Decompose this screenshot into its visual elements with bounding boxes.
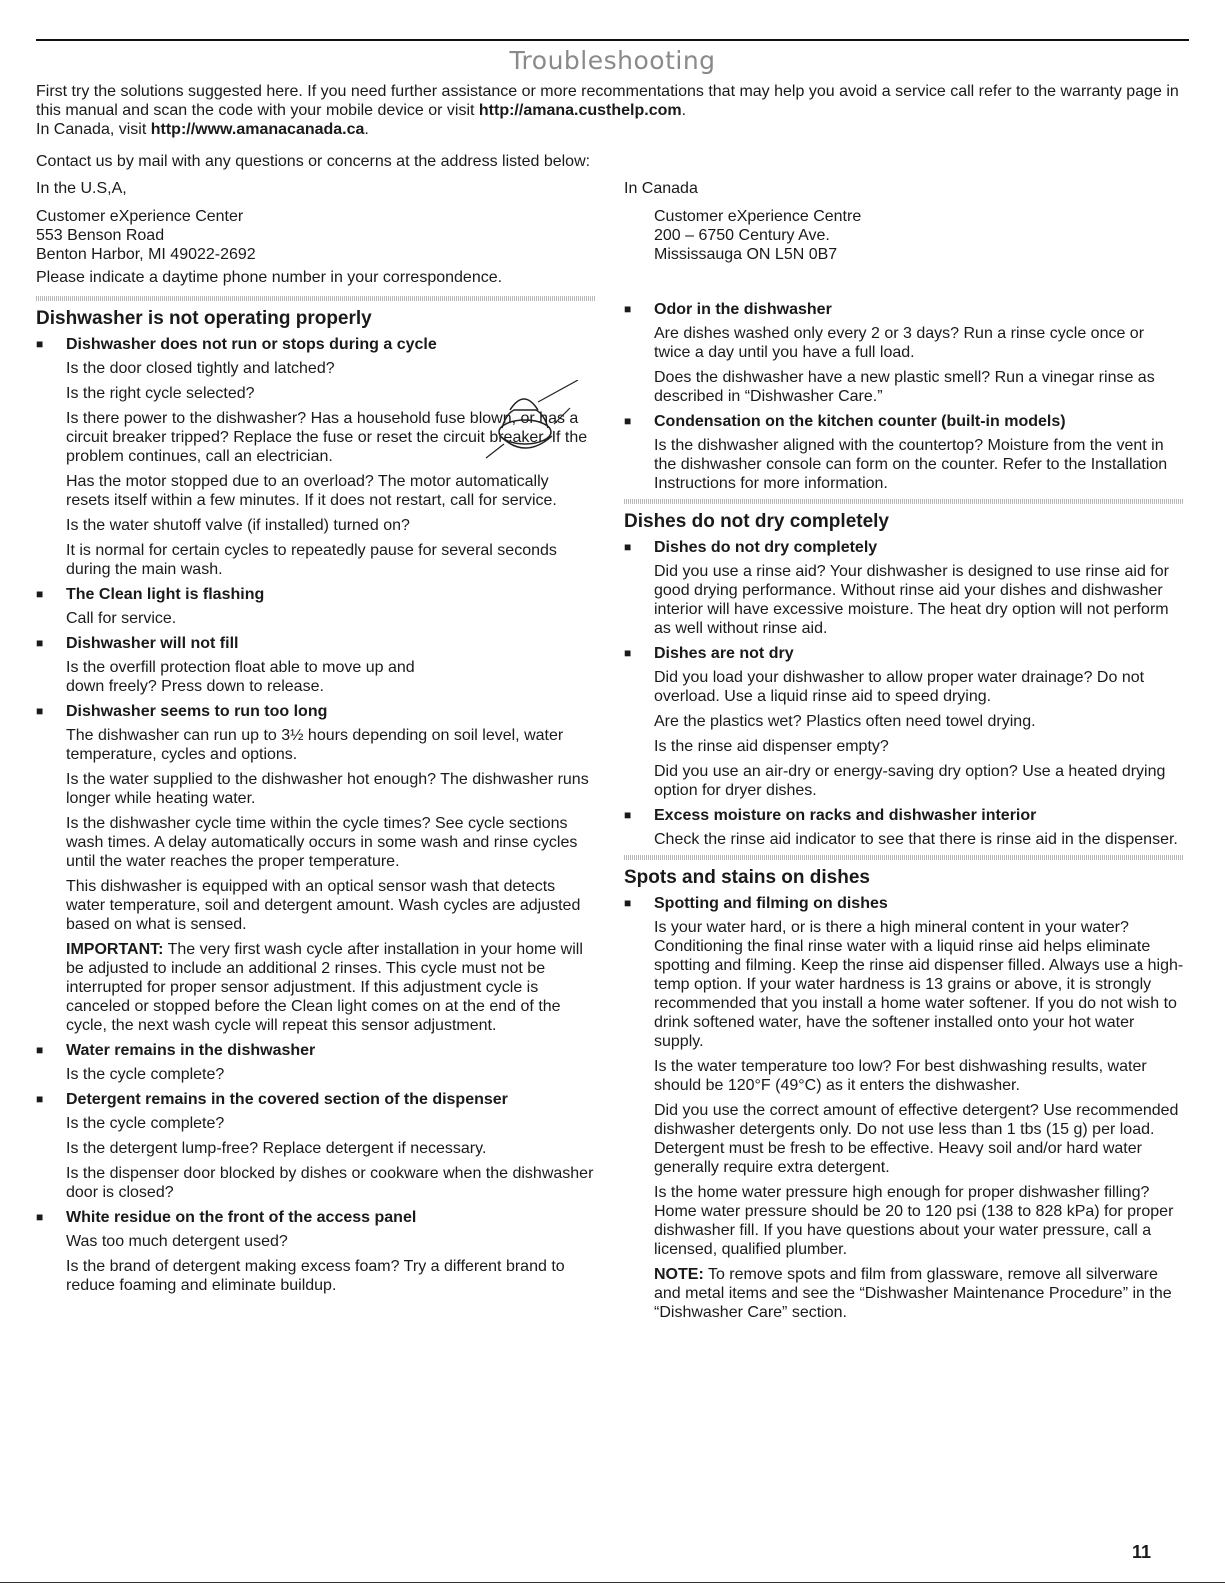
bullet-icon: ■ [624, 540, 632, 554]
section-rule [624, 499, 1184, 504]
list-item [624, 300, 1184, 406]
item-heading: Dishes do not dry completely [654, 539, 878, 556]
canada-text-end: . [364, 121, 369, 138]
canada-text: In Canada, visit [36, 121, 151, 138]
item-text: Did you use the correct amount of effective detergent? Use recommended dishwasher detergents only. Do not use less than 1 tbs (15 g) per load. Detergent must be fresh to be effective. Heavy soil and/or hard water generally require extra detergent. [654, 1102, 1179, 1176]
item-text: Is the brand of detergent making excess foam? Try a different brand to reduce foaming and eliminate buildup. [66, 1258, 565, 1294]
note-paragraph [654, 1265, 1184, 1322]
canada-line1: Customer eXperience Centre [654, 208, 862, 225]
bullet-icon: ■ [36, 704, 44, 718]
list-item [624, 538, 1184, 638]
item-text: Is your water hard, or is there a high mineral content in your water? Conditioning the final rinse water with a liquid rinse aid helps eliminate spotting and filming. Keep the rinse aid dispenser filled. Always use a high-temp option. If your water hardness is 13 grains or above, it is strongly recommended that you install a home water softener. If you do not wish to drink softened water, have the softener installed onto your hot water supply. [654, 919, 1184, 1050]
bottom-rule [0, 1582, 1225, 1583]
right-column [624, 296, 1184, 1328]
item-text: Is the overfill protection float able to move up and down freely? Press down to release. [66, 659, 415, 695]
item-text: Is the dishwasher cycle time within the cycle times? See cycle sections wash times. A delay automatically occurs in some wash and rinse cycles until the water reaches the proper temperature. [66, 815, 578, 870]
list-item [624, 894, 1184, 1322]
bullet-icon: ■ [36, 587, 44, 601]
contact-line: Contact us by mail with any questions or concerns at the address listed below: [36, 153, 591, 170]
item-text: Is the cycle complete? [66, 1066, 225, 1083]
item-text: This dishwasher is equipped with an optical sensor wash that detects water temperature, soil and detergent amount. Wash cycles are adjusted based on what is sensed. [66, 878, 581, 933]
canada-paragraph [36, 120, 1186, 139]
item-heading: Water remains in the dishwasher [66, 1042, 316, 1059]
item-text: It is normal for certain cycles to repeatedly pause for several seconds during the main wash. [66, 542, 557, 578]
us-line2: 553 Benson Road [36, 227, 165, 244]
section-title-spots: Spots and stains on dishes [624, 867, 870, 888]
us-line1: Customer eXperience Center [36, 208, 244, 225]
bullet-icon: ■ [36, 1210, 44, 1224]
item-heading: Odor in the dishwasher [654, 301, 832, 318]
canada-address [624, 179, 861, 264]
bullet-icon: ■ [624, 302, 632, 316]
page-title: Troubleshooting [509, 46, 716, 75]
important-label: IMPORTANT: [66, 941, 164, 958]
item-text: Is the water shutoff valve (if installed) turned on? [66, 517, 410, 534]
important-note [66, 940, 596, 1035]
item-text: Is the right cycle selected? [66, 385, 255, 402]
item-text: Does the dishwasher have a new plastic smell? Run a vinegar rinse as described in “Dishwasher Care.” [654, 369, 1155, 405]
item-text: Is the detergent lump-free? Replace detergent if necessary. [66, 1140, 487, 1157]
us-address [36, 179, 502, 287]
item-text: Is the home water pressure high enough for proper dishwasher filling? Home water pressure should be 20 to 120 psi (138 to 828 kPa) for proper dishwasher fill. If you have questions about your water pressure, call a licensed, qualified plumber. [654, 1184, 1174, 1258]
note-text: To remove spots and film from glassware, remove all silverware and metal items and see the “Dishwasher Maintenance Procedure” in the “Dishwasher Care” section. [654, 1266, 1172, 1321]
note-label: NOTE: [654, 1266, 704, 1283]
bullet-icon: ■ [624, 808, 632, 822]
item-text: Is the water supplied to the dishwasher hot enough? The dishwasher runs longer while heating water. [66, 771, 589, 807]
canada-line3: Mississauga ON L5N 0B7 [654, 246, 838, 263]
item-text: Is there power to the dishwasher? Has a household fuse blown, or has a circuit breaker tripped? Replace the fuse or reset the circuit breaker. If the problem continues, call an electrician. [66, 410, 588, 465]
item-text: Did you use an air-dry or energy-saving dry option? Use a heated drying option for dryer dishes. [654, 763, 1166, 799]
overfill-float-illustration [466, 380, 586, 470]
bullet-icon: ■ [36, 636, 44, 650]
item-heading: Dishwasher does not run or stops during a cycle [66, 336, 437, 353]
intro-text-end: . [681, 102, 687, 119]
item-heading: Dishwasher seems to run too long [66, 703, 328, 720]
canada-line2: 200 – 6750 Century Ave. [654, 227, 830, 244]
intro-text: First try the solutions suggested here. If you need further assistance or more recommentations that may help you avoid a service call refer to the warranty page in this manual and scan the code with your mobile device or visit [36, 83, 1179, 119]
item-text: Is the water temperature too low? For best dishwashing results, water should be 120°F (49°C) as it enters the dishwasher. [654, 1058, 1147, 1094]
item-text: The dishwasher can run up to 3½ hours depending on soil level, water temperature, cycles and options. [66, 727, 564, 763]
bullet-icon: ■ [624, 896, 632, 910]
item-heading: White residue on the front of the access panel [66, 1209, 417, 1226]
item-text: Did you use a rinse aid? Your dishwasher is designed to use rinse aid for good drying performance. Without rinse aid your dishes and dishwasher interior will have excessive moisture. The heat dry option will not perform as well without rinse aid. [654, 563, 1169, 637]
section-rule [624, 855, 1184, 860]
bullet-icon: ■ [36, 1043, 44, 1057]
item-text: Did you load your dishwasher to allow proper water drainage? Do not overload. Use a liquid rinse aid to speed drying. [654, 669, 1145, 705]
item-text: Call for service. [66, 610, 177, 627]
canada-heading: In Canada [624, 180, 698, 197]
item-text: Is the door closed tightly and latched? [66, 360, 335, 377]
support-link[interactable]: http://amana.custhelp.com [478, 102, 682, 119]
section-title-dry: Dishes do not dry completely [624, 511, 889, 532]
list-item [36, 702, 596, 1035]
us-note: Please indicate a daytime phone number in your correspondence. [36, 269, 503, 286]
item-heading: Condensation on the kitchen counter (built-in models) [654, 413, 1066, 430]
bullet-icon: ■ [36, 1092, 44, 1106]
item-text: Check the rinse aid indicator to see that there is rinse aid in the dispenser. [654, 831, 1178, 848]
item-heading: Detergent remains in the covered section of the dispenser [66, 1091, 508, 1108]
item-heading: Dishes are not dry [654, 645, 794, 662]
page-number: 11 [1131, 1542, 1151, 1562]
list-item [36, 1041, 596, 1084]
us-line3: Benton Harbor, MI 49022-2692 [36, 246, 256, 263]
section-rule [36, 296, 596, 301]
item-text: Is the cycle complete? [66, 1115, 225, 1132]
item-heading: Excess moisture on racks and dishwasher interior [654, 807, 1037, 824]
item-text: Has the motor stopped due to an overload? The motor automatically resets itself within a few minutes. If it does not restart, call for service. [66, 473, 557, 509]
list-item [36, 585, 596, 628]
item-text: Are the plastics wet? Plastics often need towel drying. [654, 713, 1036, 730]
item-text: Is the dispenser door blocked by dishes or cookware when the dishwasher door is closed? [66, 1165, 594, 1201]
intro [36, 82, 1186, 139]
list-item [36, 1090, 596, 1202]
item-text: Was too much detergent used? [66, 1233, 288, 1250]
bullet-icon: ■ [624, 414, 632, 428]
item-heading: Spotting and filming on dishes [654, 895, 888, 912]
bullet-icon: ■ [36, 337, 44, 351]
bullet-icon: ■ [624, 646, 632, 660]
top-rule [36, 39, 1189, 41]
list-item [624, 806, 1184, 849]
item-text: Are dishes washed only every 2 or 3 days? Run a rinse cycle once or twice a day until you have a full load. [654, 325, 1145, 361]
intro-paragraph [36, 82, 1186, 120]
us-heading: In the U.S,A, [36, 180, 127, 197]
list-item [36, 1208, 596, 1295]
list-item [36, 634, 596, 696]
item-heading: Dishwasher will not fill [66, 635, 239, 652]
item-heading: The Clean light is flashing [66, 586, 265, 603]
item-text: Is the dishwasher aligned with the countertop? Moisture from the vent in the dishwasher console can form on the counter. Refer to the Installation Instructions for more information. [654, 437, 1168, 492]
canada-link[interactable]: http://www.amanacanada.ca [150, 121, 365, 138]
list-item [624, 412, 1184, 493]
section-title-not-operating: Dishwasher is not operating properly [36, 308, 372, 329]
item-text: Is the rinse aid dispenser empty? [654, 738, 889, 755]
list-item [624, 644, 1184, 800]
important-text: The very first wash cycle after installation in your home will be adjusted to include an additional 2 rinses. This cycle must not be interrupted for proper sensor adjustment. If this adjustment cycle is canceled or stopped before the Clean light comes on at the end of the cycle, the next wash cycle will repeat this sensor adjustment. [66, 941, 583, 1034]
